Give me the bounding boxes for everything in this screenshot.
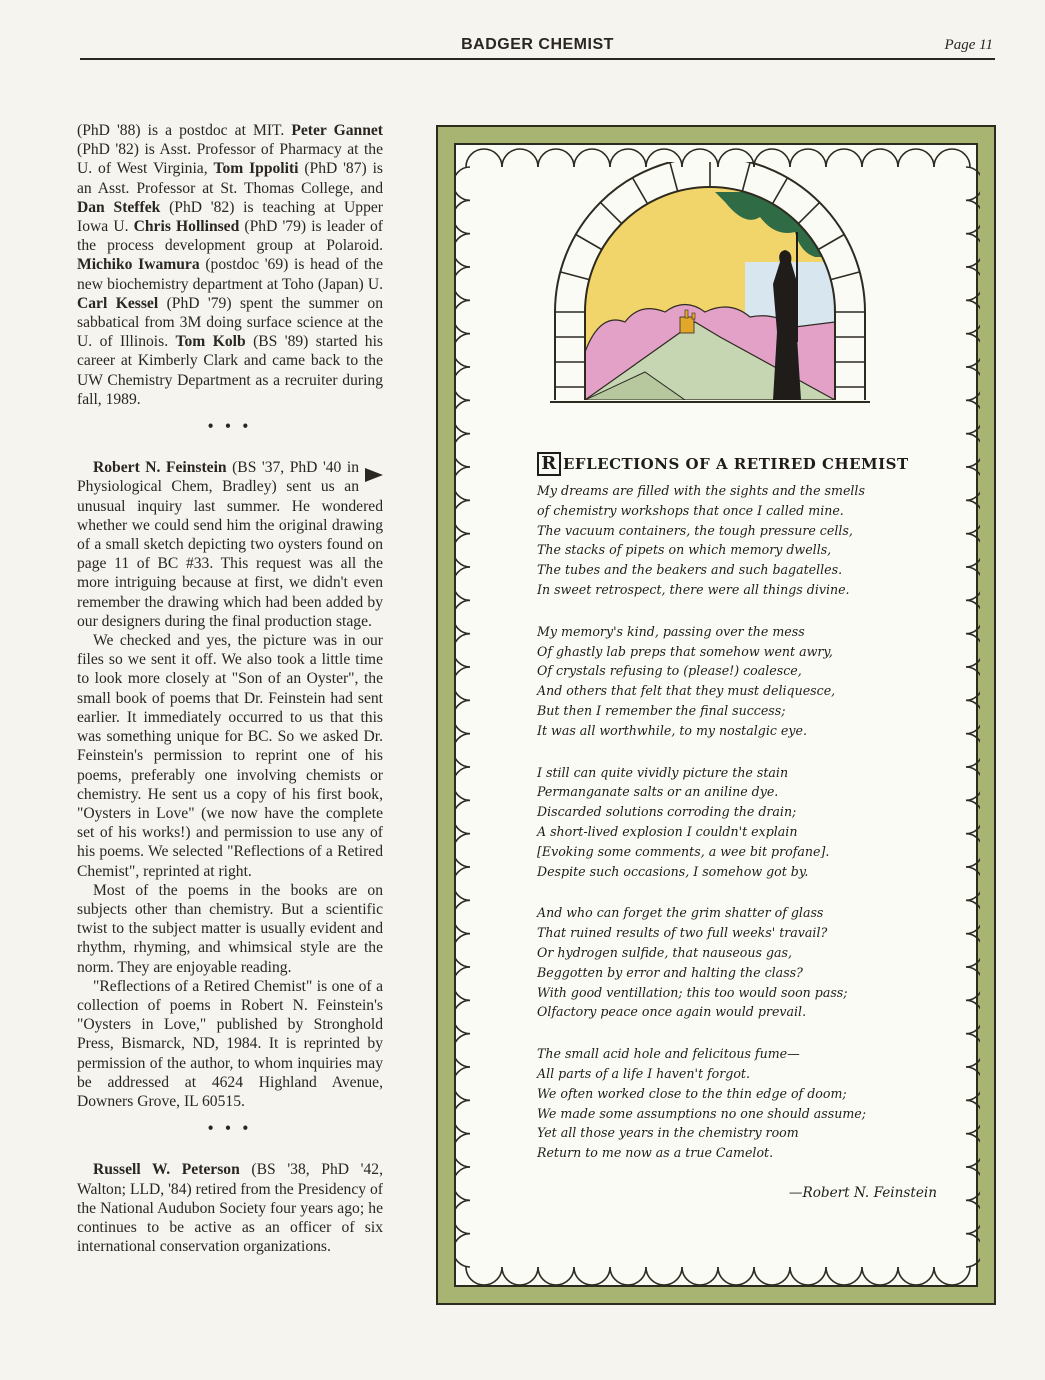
poem-line: The vacuum containers, the tough pressure cells, bbox=[537, 522, 853, 538]
poem-title-text: EFLECTIONS OF A RETIRED CHEMIST bbox=[563, 455, 909, 473]
poem-stanza bbox=[537, 622, 937, 741]
feinstein-paragraph: Robert N. Feinstein (BS '37, PhD '40 in Physiological Chem, Bradley) sent us an unusual inquiry last summer. He wondered whether we could send him the original drawing of a small sketch depicting two oysters found on page 11 of BC #33. This request was all the more intriguing because at first, we didn't even remember the drawing which had been added by our designers during the final production stage. bbox=[77, 459, 383, 630]
poem-line: Permanganate salts or an aniline dye. bbox=[537, 784, 779, 800]
page-header bbox=[80, 34, 995, 60]
poem-line: Or hydrogen sulfide, that nauseous gas, bbox=[537, 944, 792, 960]
alumni-paragraph-1: (PhD '88) is a postdoc at MIT. Peter Gannet (PhD '82) is Asst. Professor of Pharmacy at the U. of West Virginia, Tom Ippoliti (PhD '87) is an Asst. Professor at St. Thomas College, and Dan Steffek (PhD '82) is teaching at Upper Iowa U. Chris Hollinsed (PhD '79) is leader of the process development group at Polaroid. Michiko Iwamura (postdoc '69) is head of the new biochemistry department at Toho (Japan) U. Carl Kessel (PhD '79) spent the summer on sabbatical from 3M doing surface science at the U. of Illinois. Tom Kolb (BS '89) started his career at Kimberly Clark and came back to the UW Chemistry Department as a recruiter during fall, 1989. bbox=[77, 122, 384, 408]
poem-line: of chemistry workshops that once I called mine. bbox=[537, 502, 844, 518]
poem-line: Of ghastly lab preps that somehow went awry, bbox=[537, 643, 833, 659]
person-name: Russell W. Peterson bbox=[93, 1161, 240, 1179]
person-name: Robert N. Feinstein bbox=[93, 459, 227, 477]
poem-line: The small acid hole and felicitous fume— bbox=[537, 1046, 800, 1062]
person-name: Chris Hollinsed bbox=[133, 218, 240, 236]
poem-stanza bbox=[537, 1044, 937, 1163]
poem-line: Of crystals refusing to (please!) coalesce, bbox=[537, 663, 802, 679]
poem-line: That ruined results of two full weeks' travail? bbox=[537, 925, 828, 941]
poem-line: A short-lived explosion I couldn't explain bbox=[537, 823, 798, 839]
poem-line: Discarded solutions corroding the drain; bbox=[537, 804, 797, 820]
poem-signature: —Robert N. Feinstein bbox=[788, 1184, 937, 1201]
poem-stanza bbox=[537, 903, 937, 1022]
page-number: Page 11 bbox=[944, 37, 993, 53]
peterson-paragraph: Russell W. Peterson (BS '38, PhD '42, Walton; LLD, '84) retired from the Presidency of the National Audubon Society four years ago; he continues to be active as an officer of six international conservation organizations. bbox=[77, 1161, 383, 1256]
archway-illustration bbox=[545, 162, 875, 412]
poem-line: It was all worthwhile, to my nostalgic eye. bbox=[537, 722, 807, 738]
poem-line: [Evoking some comments, a wee bit profane]. bbox=[537, 843, 830, 859]
poem-line: The stacks of pipets on which memory dwells, bbox=[537, 542, 832, 558]
person-name: Peter Gannet bbox=[291, 122, 384, 139]
poem-line: And others that felt that they must deliquesce, bbox=[537, 683, 836, 699]
poem-line: My memory's kind, passing over the mess bbox=[537, 623, 805, 639]
section-divider-2: • • • bbox=[207, 1120, 253, 1138]
poem-line: And who can forget the grim shatter of glass bbox=[537, 905, 824, 921]
poem-line: Beggotten by error and halting the class? bbox=[537, 964, 803, 980]
poem-stanzas bbox=[537, 481, 937, 1163]
publication-title: BADGER CHEMIST bbox=[461, 36, 614, 53]
poem-stanza bbox=[537, 481, 937, 600]
poem-line: I still can quite vividly picture the stain bbox=[537, 764, 789, 780]
person-name: Dan Steffek bbox=[77, 198, 161, 216]
header-rule bbox=[80, 58, 995, 60]
drop-cap: R bbox=[537, 452, 561, 476]
poem-line: Olfactory peace once again would prevail. bbox=[537, 1004, 807, 1020]
poem-line: But then I remember the final success; bbox=[537, 702, 786, 718]
poem-line: In sweet retrospect, there were all things divine. bbox=[537, 581, 850, 597]
poem-line: The tubes and the beakers and such bagatelles. bbox=[537, 562, 843, 578]
poem-line: With good ventillation; this too would soon pass; bbox=[537, 984, 848, 1000]
poem-line: Yet all those years in the chemistry room bbox=[537, 1125, 799, 1141]
poem-stanza bbox=[537, 763, 937, 882]
paragraph-5: "Reflections of a Retired Chemist" is one of a collection of poems in Robert N. Feinstein's "Oysters in Love," published by Stronghold Press, Bismarck, ND, 1984. It is reprinted by permission of the author, to whom inquiries may be addressed at 4624 Highland Avenue, Downers Grove, IL 60515. bbox=[77, 977, 383, 1110]
person-name: Michiko Iwamura bbox=[77, 256, 200, 274]
section-divider-1: • • • bbox=[207, 418, 253, 436]
person-name: Tom Ippoliti bbox=[213, 160, 299, 178]
poem-line: My dreams are filled with the sights and the smells bbox=[537, 483, 865, 498]
poem-title bbox=[537, 452, 937, 476]
poem-line: Despite such occasions, I somehow got by. bbox=[537, 863, 809, 879]
paragraph-3: We checked and yes, the picture was in our files so we sent it off. We also took a little time to look more closely at "Son of an Oyster", the small book of poems that Dr. Feinstein had sent earlier. It immediately occurred to us that this was something unique for BC. So we asked Dr. Feinstein's permission to reprint one of his poems, preferably one involving chemists or chemistry. He sent us a copy of his first book, "Oysters in Love" (we now have the complete set of his works!) and permission to use any of his poems. We selected "Reflections of a Retired Chemist", reprinted at right. bbox=[77, 632, 383, 880]
arrow-right-icon bbox=[365, 468, 383, 482]
person-name: Carl Kessel bbox=[77, 294, 159, 312]
poem-line: We made some assumptions no one should assume; bbox=[537, 1105, 866, 1121]
poem-line: Return to me now as a true Camelot. bbox=[537, 1145, 774, 1161]
paragraph-4: Most of the poems in the books are on subjects other than chemistry. But a scientific twist to the subject matter is usually evident and rhythm, rhyming, and whimsical style are the norm. They are enjoyable reading. bbox=[77, 881, 383, 976]
news-column bbox=[77, 121, 383, 1256]
poem bbox=[537, 452, 937, 1201]
poem-line: All parts of a life I haven't forgot. bbox=[537, 1065, 750, 1081]
poem-line: We often worked close to the thin edge of doom; bbox=[537, 1085, 847, 1101]
person-name: Tom Kolb bbox=[175, 333, 246, 351]
